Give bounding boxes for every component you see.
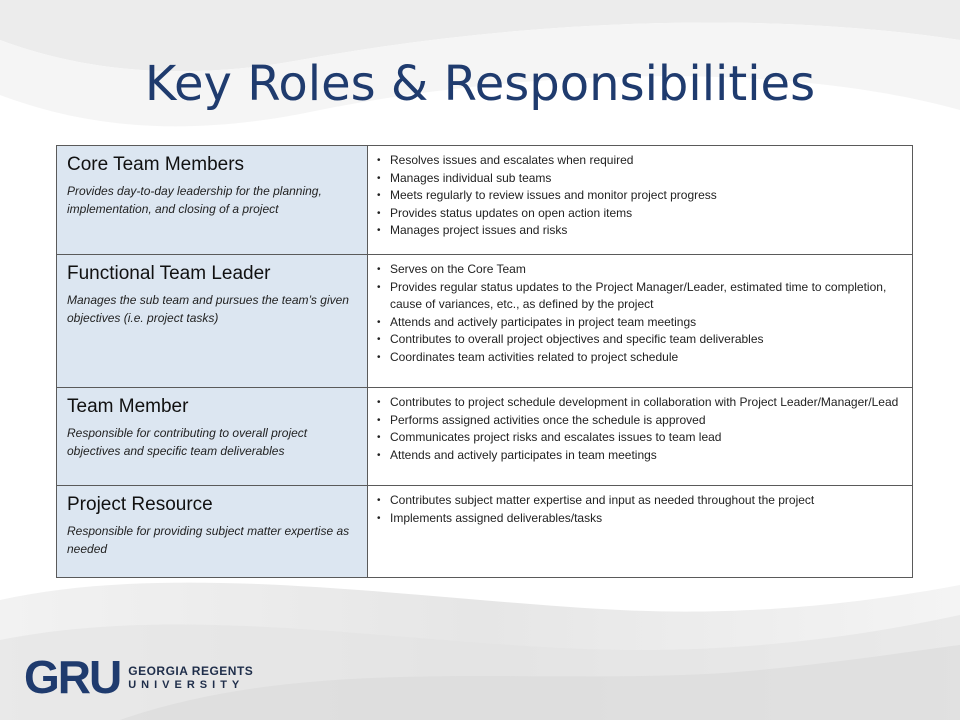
roles-table [56, 145, 913, 578]
responsibilities-list [376, 492, 904, 527]
list-item: • Communicates project risks and escalates issues to team lead [390, 429, 904, 447]
role-cell [57, 388, 368, 486]
list-item: • Serves on the Core Team [390, 261, 904, 279]
list-item: • Contributes subject matter expertise and input as needed throughout the project [390, 492, 904, 510]
responsibilities-list [376, 152, 904, 240]
responsibilities-cell [368, 146, 913, 255]
logo-wordmark [128, 664, 253, 691]
role-description: Provides day-to-day leadership for the planning, implementation, and closing of a project [67, 184, 322, 216]
list-item: • Attends and actively participates in project team meetings [390, 314, 904, 332]
list-item: • Performs assigned activities once the schedule is approved [390, 412, 904, 430]
table-row [57, 486, 913, 578]
responsibilities-list [376, 394, 904, 464]
role-description: Responsible for contributing to overall project objectives and specific team deliverables [67, 426, 308, 458]
logo-mark: GRU [24, 651, 121, 703]
table-row [57, 146, 913, 255]
responsibilities-list [376, 261, 904, 367]
list-item: • Provides status updates on open action items [390, 205, 904, 223]
role-name: Team Member [67, 396, 189, 417]
responsibilities-cell [368, 486, 913, 578]
role-description: Manages the sub team and pursues the team’s given objectives (i.e. project tasks) [67, 293, 349, 325]
list-item: • Provides regular status updates to the Project Manager/Leader, estimated time to completion, cause of variances, etc., as defined by the project [390, 279, 904, 314]
list-item: • Manages individual sub teams [390, 170, 904, 188]
responsibilities-cell [368, 388, 913, 486]
list-item: • Resolves issues and escalates when required [390, 152, 904, 170]
list-item: • Manages project issues and risks [390, 222, 904, 240]
list-item: • Contributes to overall project objectives and specific team deliverables [390, 331, 904, 349]
role-cell [57, 146, 368, 255]
table-row [57, 255, 913, 388]
list-item: • Meets regularly to review issues and monitor project progress [390, 187, 904, 205]
list-item: • Coordinates team activities related to project schedule [390, 349, 904, 367]
role-name: Core Team Members [67, 154, 245, 175]
list-item: • Contributes to project schedule development in collaboration with Project Leader/Manager/Lead [390, 394, 904, 412]
list-item: • Implements assigned deliverables/tasks [390, 510, 904, 528]
university-logo [24, 653, 253, 701]
logo-line-1: GEORGIA REGENTS [128, 663, 254, 678]
page-title: Key Roles & Responsibilities [144, 56, 816, 112]
role-description: Responsible for providing subject matter expertise as needed [67, 524, 350, 556]
role-name: Project Resource [67, 494, 213, 515]
table-row [57, 388, 913, 486]
list-item: • Attends and actively participates in team meetings [390, 447, 904, 465]
role-cell [57, 486, 368, 578]
responsibilities-cell [368, 255, 913, 388]
role-name: Functional Team Leader [67, 263, 271, 284]
role-cell [57, 255, 368, 388]
logo-line-2: UNIVERSITY [128, 678, 245, 691]
